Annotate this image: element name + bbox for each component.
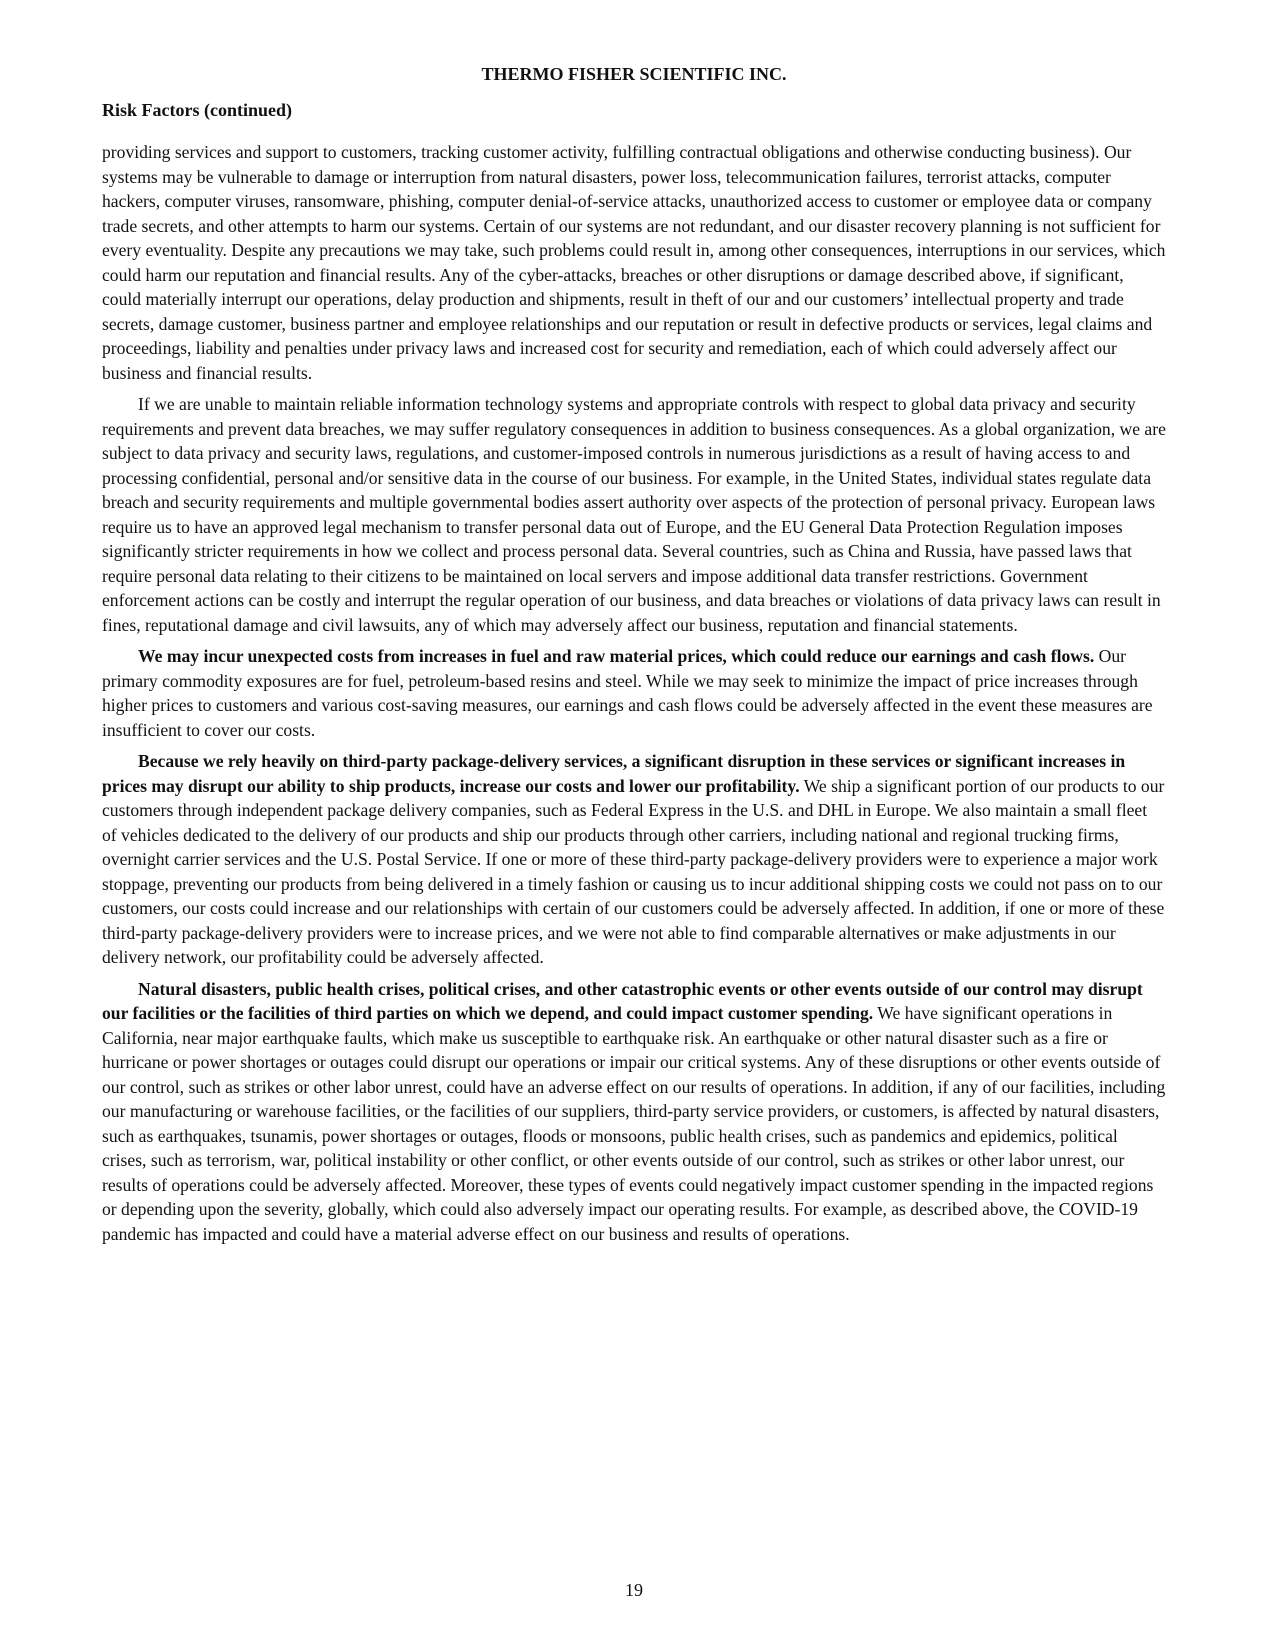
paragraph-package-delivery [102,749,1166,970]
paragraph-heading: We may incur unexpected costs from increases in fuel and raw material prices, which could reduce our earnings and cash flows. [138,646,1095,666]
paragraph-systems-vulnerability [102,140,1166,385]
document-body [102,140,1166,1253]
paragraph-text: We have significant operations in California, near major earthquake faults, which make us susceptible to earthquake risk. An earthquake or other natural disaster such as a fire or hurricane or power shortages or outages could disrupt our operations or impair our critical systems. Any of these disruptions or other events outside of our control, such as strikes or other labor unrest, could have an adverse effect on our results of operations. In addition, if any of our facilities, including our manufacturing or warehouse facilities, or the facilities of our suppliers, third-party service providers, or customers, is affected by natural disasters, such as earthquakes, tsunamis, power shortages or outages, floods or monsoons, public health crises, such as pandemics and epidemics, political crises, such as terrorism, war, political instability or other conflict, or other events outside of our control, such as strikes or other labor unrest, our results of operations could be adversely affected. Moreover, these types of events could negatively impact customer spending in the impacted regions or depending upon the severity, globally, which could also adversely impact our operating results. For example, as described above, the COVID-19 pandemic has impacted and could have a material adverse effect on our business and results of operations. [102,1003,1166,1244]
paragraph-data-privacy [102,392,1166,637]
paragraph-fuel-raw-material [102,644,1166,742]
paragraph-heading: Natural disasters, public health crises, political crises, and other catastrophic events or other events outside of our control may disrupt our facilities or the facilities of third parties on which we depend, and could impact customer spending. [102,978,1143,1023]
paragraph-text: If we are unable to maintain reliable information technology systems and appropriate controls with respect to global data privacy and security requirements and prevent data breaches, we may suffer regulatory consequences in addition to business consequences. As a global organization, we are subject to data privacy and security laws, regulations, and customer-imposed controls in numerous jurisdictions as a result of having access to and processing confidential, personal and/or sensitive data in the course of our business. For example, in the United States, individual states regulate data breach and security requirements and multiple governmental bodies assert authority over aspects of the protection of personal privacy. European laws require us to have an approved legal mechanism to transfer personal data out of Europe, and the EU General Data Protection Regulation imposes significantly stricter requirements in how we collect and process personal data. Several countries, such as China and Russia, have passed laws that require personal data relating to their citizens to be maintained on local servers and impose additional data transfer restrictions. Government enforcement actions can be costly and interrupt the regular operation of our business, and data breaches or violations of data privacy laws can result in fines, reputational damage and civil lawsuits, any of which may adversely affect our business, reputation and financial statements. [102,394,1166,635]
paragraph-natural-disasters [102,977,1166,1247]
paragraph-text: We ship a significant portion of our products to our customers through independent package delivery companies, such as Federal Express in the U.S. and DHL in Europe. We also maintain a small fleet of vehicles dedicated to the delivery of our products and ship our products through other carriers, including national and regional trucking firms, overnight carrier services and the U.S. Postal Service. If one or more of these third-party package-delivery providers were to experience a major work stoppage, preventing our products from being delivered in a timely fashion or causing us to incur additional shipping costs we could not pass on to our customers, our costs could increase and our relationships with certain of our customers could be adversely affected. In addition, if one or more of these third-party package-delivery providers were to increase prices, and we were not able to find comparable alternatives or make adjustments in our delivery network, our profitability could be adversely affected. [102,775,1165,967]
document-page [102,0,1166,1645]
section-title: Risk Factors (continued) [102,100,292,120]
paragraph-heading: Because we rely heavily on third-party package-delivery services, a significant disruption in these services or significant increases in prices may disrupt our ability to ship products, increase our costs and lower our profitability. [102,751,1126,796]
paragraph-text: providing services and support to customers, tracking customer activity, fulfilling contractual obligations and otherwise conducting business). Our systems may be vulnerable to damage or interruption from natural disasters, power loss, telecommunication failures, terrorist attacks, computer hackers, computer viruses, ransomware, phishing, computer denial-of-service attacks, unauthorized access to customer or employee data or company trade secrets, and other attempts to harm our systems. Certain of our systems are not redundant, and our disaster recovery planning is not sufficient for every eventuality. Despite any precautions we may take, such problems could result in, among other consequences, interruptions in our services, which could harm our reputation and financial results. Any of the cyber-attacks, breaches or other disruptions or damage described above, if significant, could materially interrupt our operations, delay production and shipments, result in theft of our and our customers’ intellectual property and trade secrets, damage customer, business partner and employee relationships and our reputation or result in defective products or services, legal claims and proceedings, liability and penalties under privacy laws and increased cost for security and remediation, each of which could adversely affect our business and financial results. [102,142,1166,383]
company-header: THERMO FISHER SCIENTIFIC INC. [481,64,787,84]
page-number: 19 [625,1580,643,1600]
paragraph-text: Our primary commodity exposures are for fuel, petroleum-based resins and steel. While we may seek to minimize the impact of price increases through higher prices to customers and various cost-saving measures, our earnings and cash flows could be adversely affected in the event these measures are insufficient to cover our costs. [102,646,1153,740]
